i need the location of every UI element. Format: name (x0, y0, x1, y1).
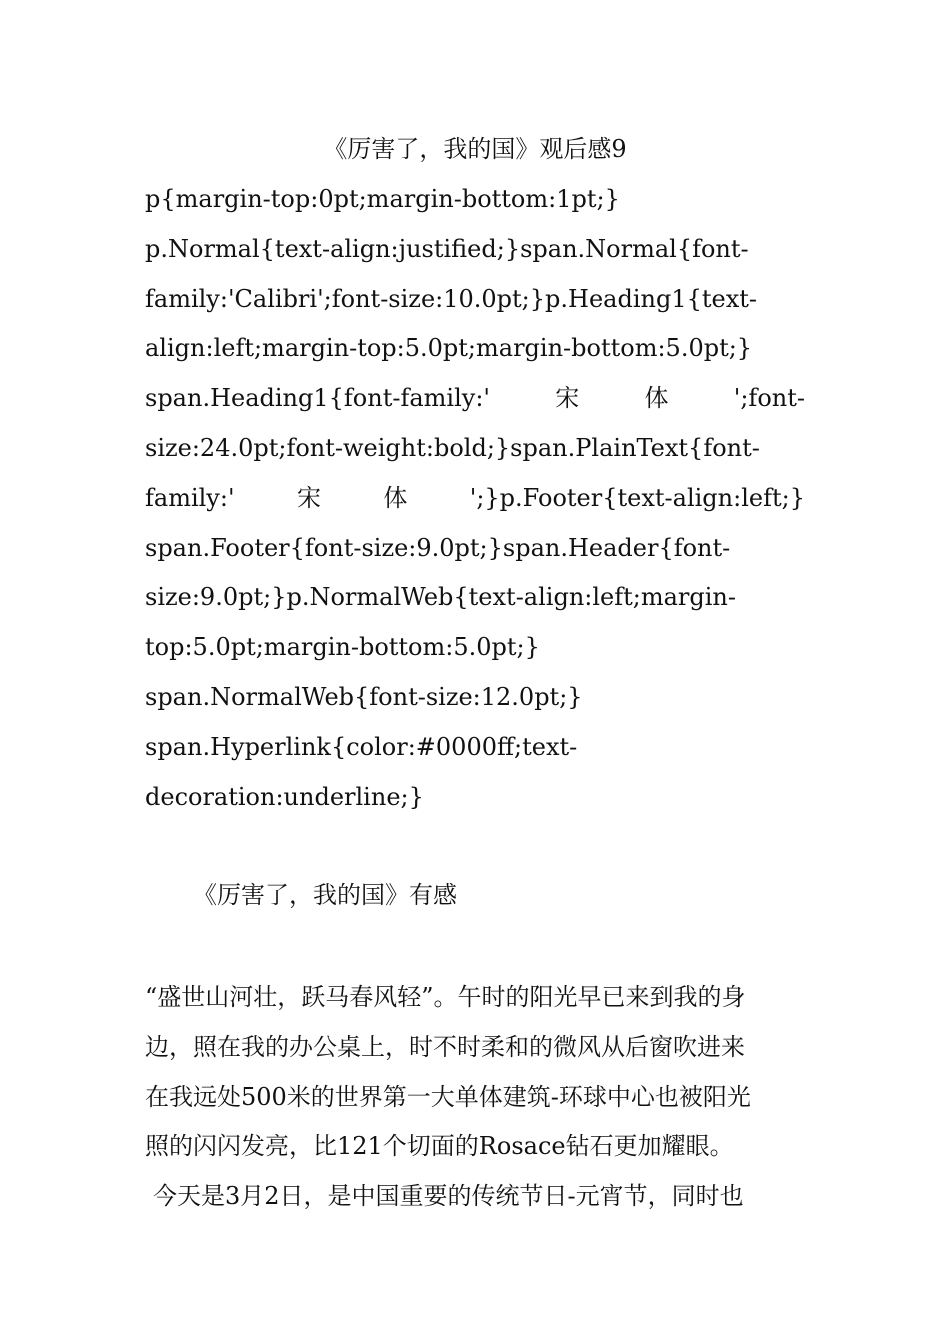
css-line: decoration:underline;} (145, 782, 424, 811)
body-line: 今天是3月2日，是中国重要的传统节日-元宵节，同时也 (153, 1182, 744, 1211)
css-line: family:'Calibri';font-size:10.0pt;}p.Heading1{text- (145, 284, 757, 313)
css-line: p{margin-top:0pt;margin-bottom:1pt;} (145, 185, 620, 213)
css-line: p.Normal{text-align:justified;}span.Normal{font- (145, 234, 749, 263)
css-fragment: 宋 (555, 384, 580, 413)
body-line: 照的闪闪发亮，比121个切面的Rosace钻石更加耀眼。 (145, 1132, 734, 1161)
body-line: 边，照在我的办公桌上，时不时柔和的微风从后窗吹进来 (145, 1032, 745, 1061)
css-line: top:5.0pt;margin-bottom:5.0pt;} (145, 633, 540, 662)
css-fragment: 体 (644, 384, 669, 413)
body-line: “盛世山河壮，跃马春风轻”。午时的阳光早已来到我的身 (145, 983, 746, 1011)
css-line: span.Footer{font-size:9.0pt;}span.Header{font- (145, 533, 731, 562)
body-text (145, 973, 805, 1222)
section-heading: 《厉害了，我的国》有感 (193, 881, 457, 909)
page-title: 《厉害了，我的国》观后感9 (323, 135, 627, 163)
css-fragment: ';font- (733, 384, 805, 413)
css-fragment: ';}p.Footer{text-align:left;} (469, 483, 805, 512)
css-text-block (145, 175, 805, 822)
css-fragment: 宋 (296, 483, 321, 512)
css-line-spread (145, 374, 805, 424)
css-fragment: family:' (145, 483, 235, 512)
css-line: size:24.0pt;font-weight:bold;}span.PlainText{font- (145, 433, 760, 462)
css-line: align:left;margin-top:5.0pt;margin-bottom:5.0pt;} (145, 334, 753, 363)
css-line: span.Hyperlink{color:#0000ff;text- (145, 732, 578, 761)
css-line-spread (145, 474, 805, 524)
css-fragment: 体 (383, 483, 408, 512)
body-line: 在我远处500米的世界第一大单体建筑-环球中心也被阳光 (145, 1082, 751, 1111)
css-fragment: span.Heading1{font-family:' (145, 384, 490, 413)
css-line: span.NormalWeb{font-size:12.0pt;} (145, 682, 583, 711)
css-line: size:9.0pt;}p.NormalWeb{text-align:left;margin- (145, 583, 736, 612)
